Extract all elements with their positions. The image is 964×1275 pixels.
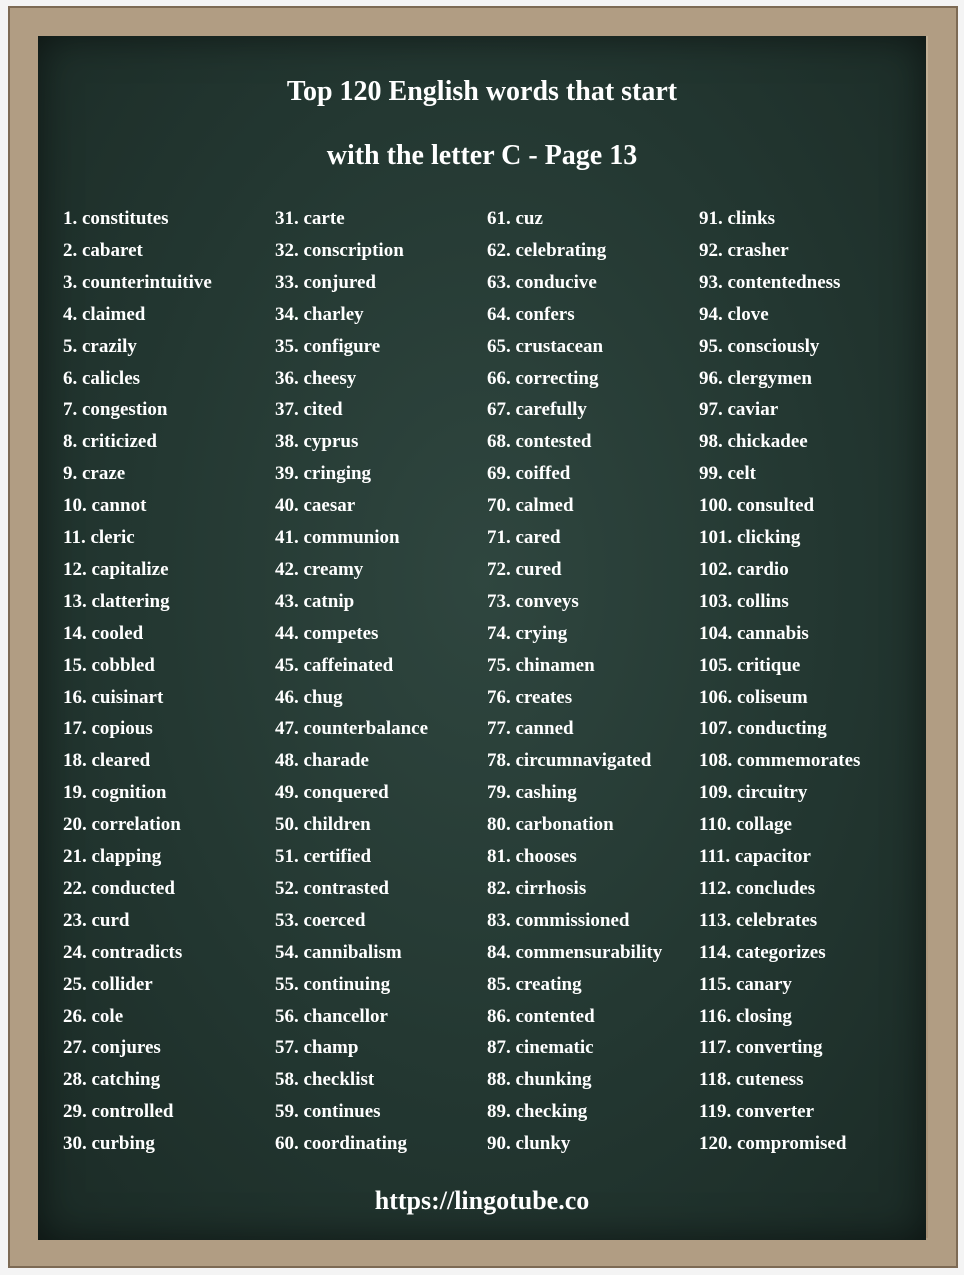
word-item: 50. children xyxy=(275,814,371,836)
word-item: 108. commemorates xyxy=(699,750,861,772)
word-item: 75. chinamen xyxy=(487,654,595,676)
word-item: 32. conscription xyxy=(275,239,404,261)
word-item: 55. continuing xyxy=(275,973,391,995)
word-item: 30. curbing xyxy=(63,1133,155,1155)
word-item: 72. cured xyxy=(487,558,562,580)
word-item: 3. counterintuitive xyxy=(63,271,212,293)
word-item: 92. crasher xyxy=(699,239,789,261)
word-item: 9. craze xyxy=(63,463,126,485)
word-item: 82. cirrhosis xyxy=(487,877,587,899)
word-item: 120. compromised xyxy=(699,1133,847,1155)
word-item: 35. configure xyxy=(275,335,381,357)
word-item: 57. champ xyxy=(275,1037,359,1059)
word-item: 119. converter xyxy=(699,1101,815,1123)
word-item: 54. cannibalism xyxy=(275,941,402,963)
word-item: 23. curd xyxy=(63,909,130,931)
word-item: 73. conveys xyxy=(487,590,579,612)
word-item: 70. calmed xyxy=(487,495,574,517)
word-item: 112. concludes xyxy=(699,877,816,899)
word-item: 88. chunking xyxy=(487,1069,592,1091)
word-item: 60. coordinating xyxy=(275,1133,407,1155)
word-item: 62. celebrating xyxy=(487,239,607,261)
word-item: 110. collage xyxy=(699,814,792,836)
word-item: 103. collins xyxy=(699,590,789,612)
word-item: 80. carbonation xyxy=(487,814,614,836)
word-item: 97. caviar xyxy=(699,399,779,421)
word-item: 31. carte xyxy=(275,208,345,229)
word-item: 76. creates xyxy=(487,686,573,708)
word-item: 111. capacitor xyxy=(699,846,811,867)
word-item: 52. contrasted xyxy=(275,877,389,899)
word-item: 115. canary xyxy=(699,973,792,995)
word-item: 93. contentedness xyxy=(699,271,841,293)
word-item: 39. cringing xyxy=(275,463,372,485)
word-item: 116. closing xyxy=(699,1005,792,1027)
word-item: 81. chooses xyxy=(487,846,577,867)
word-item: 11. cleric xyxy=(63,527,135,548)
word-item: 104. cannabis xyxy=(699,622,809,644)
word-item: 44. competes xyxy=(275,622,379,644)
word-item: 18. cleared xyxy=(63,750,151,772)
word-item: 90. clunky xyxy=(487,1133,571,1155)
word-item: 51. certified xyxy=(275,846,372,867)
word-item: 21. clapping xyxy=(63,846,162,867)
word-item: 105. critique xyxy=(699,654,801,676)
word-item: 7. congestion xyxy=(63,399,168,421)
word-item: 40. caesar xyxy=(275,495,356,517)
word-item: 83. commissioned xyxy=(487,909,630,931)
word-item: 58. checklist xyxy=(275,1069,375,1091)
word-item: 2. cabaret xyxy=(63,239,143,261)
word-item: 113. celebrates xyxy=(699,909,818,931)
word-item: 14. cooled xyxy=(63,622,144,644)
word-item: 100. consulted xyxy=(699,495,815,517)
word-item: 74. crying xyxy=(487,622,568,644)
word-item: 67. carefully xyxy=(487,399,587,421)
word-item: 64. confers xyxy=(487,303,575,325)
word-item: 98. chickadee xyxy=(699,431,808,453)
word-item: 13. clattering xyxy=(63,590,170,612)
word-item: 48. charade xyxy=(275,750,369,772)
word-item: 25. collider xyxy=(63,973,153,995)
word-item: 101. clicking xyxy=(699,527,801,548)
word-item: 27. conjures xyxy=(63,1037,161,1059)
word-item: 56. chancellor xyxy=(275,1005,388,1027)
word-item: 38. cyprus xyxy=(275,431,359,453)
word-item: 87. cinematic xyxy=(487,1037,594,1059)
footer-url: https://lingotube.co xyxy=(374,1186,590,1215)
word-item: 86. contented xyxy=(487,1005,595,1027)
word-item: 99. celt xyxy=(699,463,756,485)
word-item: 69. coiffed xyxy=(487,463,571,485)
word-item: 79. cashing xyxy=(487,782,577,804)
word-item: 65. crustacean xyxy=(487,335,604,357)
word-item: 53. coerced xyxy=(275,909,366,931)
word-item: 68. contested xyxy=(487,431,592,453)
word-item: 43. catnip xyxy=(275,590,355,612)
word-item: 106. coliseum xyxy=(699,686,808,708)
word-item: 102. cardio xyxy=(699,558,789,580)
word-item: 36. cheesy xyxy=(275,367,357,389)
word-item: 10. cannot xyxy=(63,495,147,517)
word-item: 34. charley xyxy=(275,303,364,325)
word-item: 41. communion xyxy=(275,527,400,548)
word-item: 8. criticized xyxy=(63,431,157,453)
word-item: 78. circumnavigated xyxy=(487,750,652,772)
word-item: 42. creamy xyxy=(275,558,364,580)
word-item: 94. clove xyxy=(699,303,769,325)
word-item: 59. continues xyxy=(275,1101,381,1123)
word-item: 45. caffeinated xyxy=(275,654,394,676)
word-item: 15. cobbled xyxy=(63,654,155,676)
word-item: 95. consciously xyxy=(699,335,820,357)
word-item: 46. chug xyxy=(275,686,343,708)
word-item: 28. catching xyxy=(63,1069,161,1091)
word-item: 91. clinks xyxy=(699,208,776,229)
word-item: 49. conquered xyxy=(275,782,389,804)
word-item: 114. categorizes xyxy=(699,941,826,963)
word-item: 33. conjured xyxy=(275,271,376,293)
word-item: 5. crazily xyxy=(63,335,137,357)
word-item: 22. conducted xyxy=(63,877,175,899)
word-item: 96. clergymen xyxy=(699,367,812,389)
word-item: 37. cited xyxy=(275,399,343,421)
word-item: 89. checking xyxy=(487,1101,588,1123)
word-item: 29. controlled xyxy=(63,1101,174,1123)
page-title-line-2: with the letter C - Page 13 xyxy=(326,140,638,171)
word-item: 118. cuteness xyxy=(699,1069,804,1091)
word-item: 77. canned xyxy=(487,718,574,740)
word-item: 61. cuz xyxy=(487,208,543,229)
word-item: 47. counterbalance xyxy=(275,718,429,740)
word-item: 20. correlation xyxy=(63,814,181,836)
word-item: 63. conducive xyxy=(487,271,597,293)
word-item: 117. converting xyxy=(699,1037,823,1059)
word-item: 24. contradicts xyxy=(63,941,183,963)
word-item: 19. cognition xyxy=(63,782,167,804)
word-item: 71. cared xyxy=(487,527,561,548)
word-item: 17. copious xyxy=(63,718,153,740)
word-item: 6. calicles xyxy=(63,367,141,389)
word-item: 26. cole xyxy=(63,1005,124,1027)
word-item: 109. circuitry xyxy=(699,782,808,804)
word-item: 4. claimed xyxy=(63,303,146,325)
word-item: 1. constitutes xyxy=(63,208,169,229)
chalkboard xyxy=(38,36,926,1240)
word-item: 12. capitalize xyxy=(63,558,169,580)
page-title-line-1: Top 120 English words that start xyxy=(286,76,678,107)
word-item: 16. cuisinart xyxy=(63,686,164,708)
word-item: 107. conducting xyxy=(699,718,827,740)
word-item: 66. correcting xyxy=(487,367,599,389)
word-item: 84. commensurability xyxy=(487,941,663,963)
word-item: 85. creating xyxy=(487,973,582,995)
